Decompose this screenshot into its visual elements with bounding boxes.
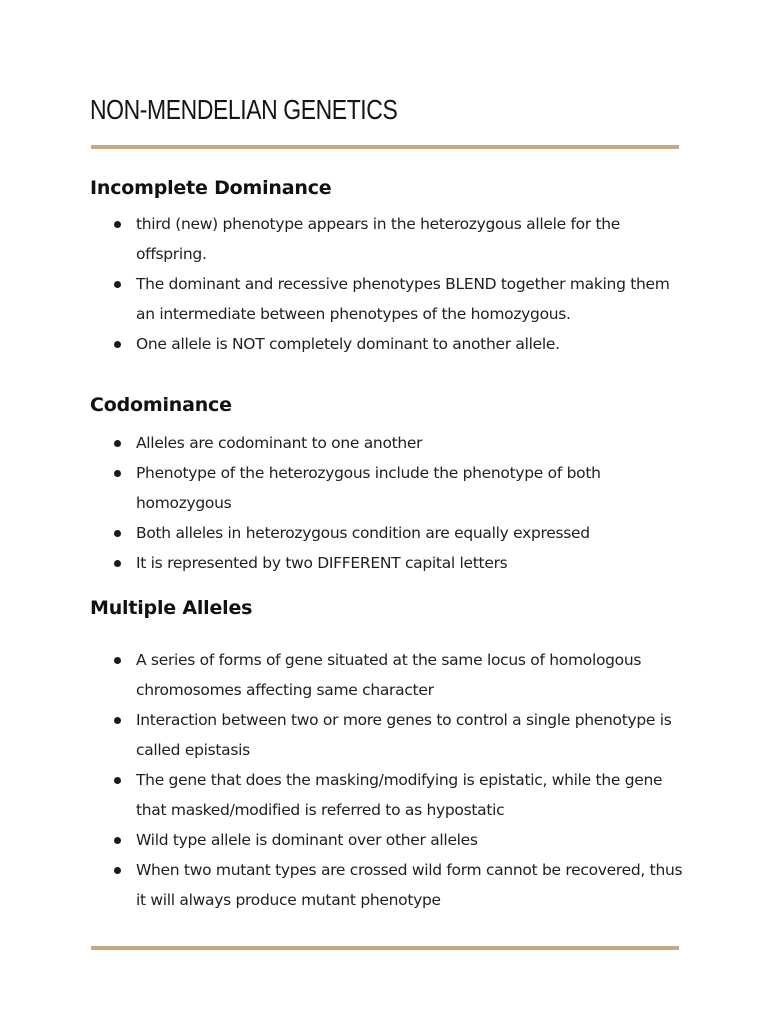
bullet-icon [114, 341, 121, 348]
list-item-text: Interaction between two or more genes to control a single phenotype is called epistasis [136, 711, 672, 759]
section-heading: Codominance [90, 394, 232, 416]
list-item-text: When two mutant types are crossed wild form cannot be recovered, thus it will always produce mutant phenotype [136, 861, 683, 909]
list-item [90, 548, 688, 578]
list-item-text: The dominant and recessive phenotypes BLEND together making them an intermediate between phenotypes of the homozygous. [136, 275, 670, 323]
bullet-icon [114, 560, 121, 567]
section-incomplete-dominance [90, 175, 690, 359]
list-item [90, 765, 688, 825]
list-item [90, 705, 688, 765]
list-item-text: A series of forms of gene situated at the same locus of homologous chromosomes affecting same character [136, 651, 642, 699]
list-item-text: One allele is NOT completely dominant to another allele. [136, 335, 560, 353]
list-item-text: Wild type allele is dominant over other alleles [136, 831, 478, 849]
bullet-icon [114, 657, 121, 664]
bullet-icon [114, 777, 121, 784]
bullet-icon [114, 221, 121, 228]
list-item [90, 329, 688, 359]
list-item [90, 428, 688, 458]
section-heading: Multiple Alleles [90, 597, 253, 619]
top-divider [91, 145, 679, 149]
list-item [90, 269, 688, 329]
list-item-text: third (new) phenotype appears in the heterozygous allele for the offspring. [136, 215, 621, 263]
list-item [90, 458, 688, 518]
bullet-list [90, 209, 690, 359]
bullet-icon [114, 281, 121, 288]
bottom-divider [91, 946, 679, 950]
list-item [90, 645, 688, 705]
bullet-icon [114, 530, 121, 537]
section-heading: Incomplete Dominance [90, 177, 332, 199]
list-item [90, 518, 688, 548]
bullet-list [90, 428, 690, 578]
section-codominance [90, 392, 690, 578]
list-item-text: Phenotype of the heterozygous include the phenotype of both homozygous [136, 464, 601, 512]
list-item [90, 209, 688, 269]
list-item-text: The gene that does the masking/modifying is epistatic, while the gene that masked/modified is referred to as hypostatic [136, 771, 663, 819]
list-item-text: Both alleles in heterozygous condition are equally expressed [136, 524, 590, 542]
bullet-icon [114, 867, 121, 874]
page-title: NON-MENDELIAN GENETICS [90, 94, 398, 125]
list-item [90, 855, 688, 915]
list-item-text: It is represented by two DIFFERENT capital letters [136, 554, 508, 572]
list-item [90, 825, 688, 855]
bullet-icon [114, 837, 121, 844]
bullet-list [90, 645, 690, 915]
bullet-icon [114, 717, 121, 724]
bullet-icon [114, 440, 121, 447]
list-item-text: Alleles are codominant to one another [136, 434, 423, 452]
section-multiple-alleles [90, 595, 690, 915]
bullet-icon [114, 470, 121, 477]
